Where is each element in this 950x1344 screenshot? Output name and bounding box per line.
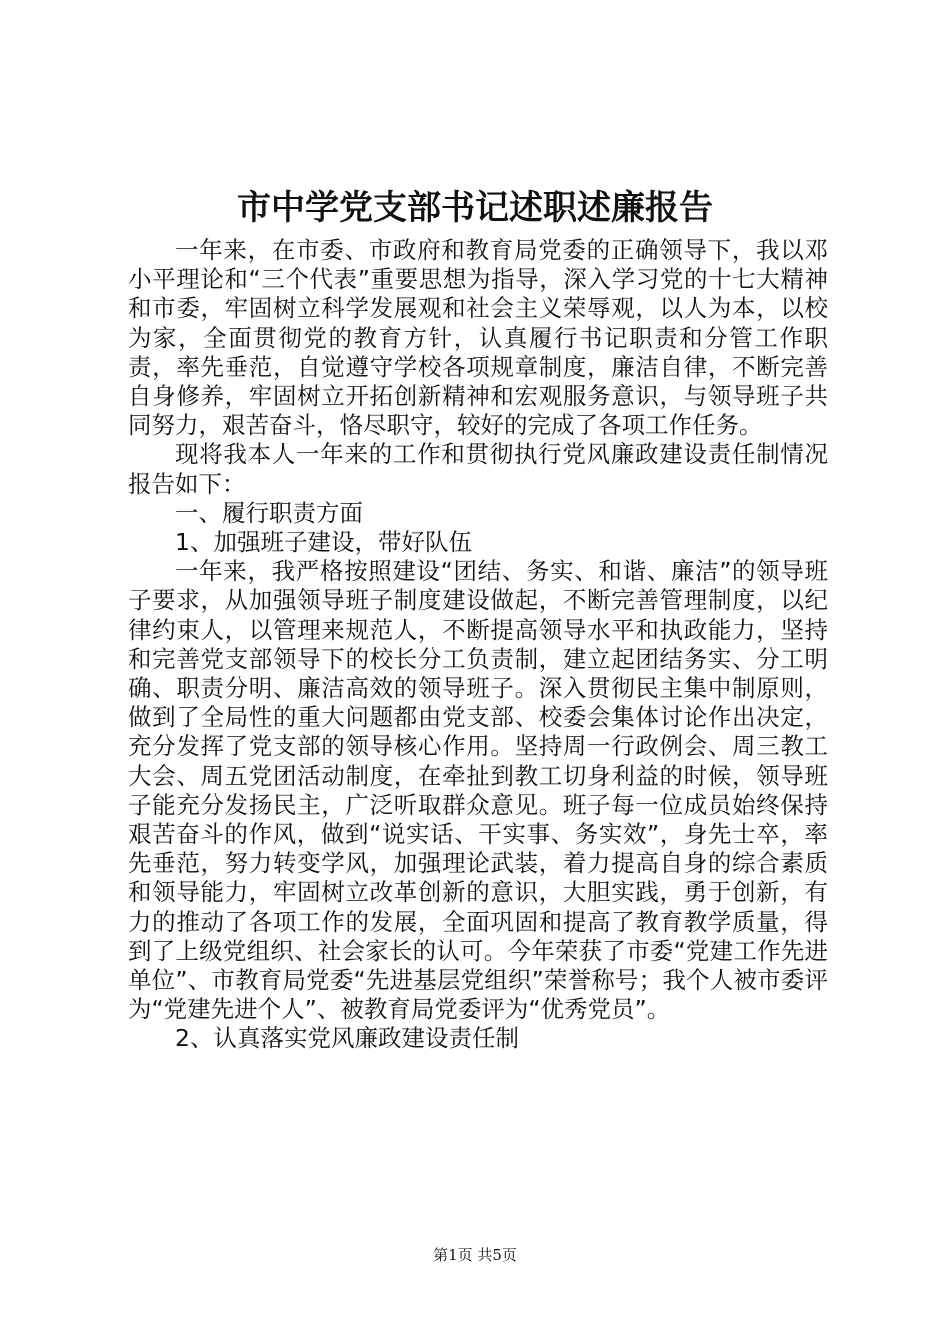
document-title: 市中学党支部书记述职述廉报告 xyxy=(237,188,713,228)
document-body xyxy=(128,236,828,1054)
paragraph-team-building: 一年来，我严格按照建设“团结、务实、和谐、廉洁”的领导班子要求，从加强领导班子制度建设做起，不断完善管理制度，以纪律约束人，以管理来规范人，不断提高领导水平和执政能力，坚持和完善党支部领导下的校长分工负责制，建立起团结务实、分工明确、职责分明、廉洁高效的领导班子。深入贯彻民主集中制原则，做到了全局性的重大问题都由党支部、校委会集体讨论作出决定，充分发挥了党支部的领导核心作用。坚持周一行政例会、周三教工大会、周五党团活动制度，在牵扯到教工切身利益的时候，领导班子能充分发扬民主，广泛听取群众意见。班子每一位成员始终保持艰苦奋斗的作风，做到“说实话、干实事、务实效”，身先士卒，率先垂范，努力转变学风，加强理论武装，着力提高自身的综合素质和领导能力，牢固树立改革创新的意识，大胆实践，勇于创新，有力的推动了各项工作的发展，全面巩固和提高了教育教学质量，得到了上级党组织、社会家长的认可。今年荣获了市委“党建工作先进单位”、市教育局党委“先进基层党组织”荣誉称号；我个人被市委评为“党建先进个人”、被教育局党委评为“优秀党员”。 xyxy=(128,557,828,1024)
section-heading-duties: 一、履行职责方面 xyxy=(175,498,363,527)
subheading-integrity-responsibility: 2、认真落实党风廉政建设责任制 xyxy=(175,1024,519,1053)
paragraph-report-statement: 现将我本人一年来的工作和贯彻执行党风廉政建设责任制情况报告如下： xyxy=(128,440,828,498)
page-footer: 第1页 共5页 xyxy=(433,1246,517,1264)
subheading-team-building: 1、加强班子建设，带好队伍 xyxy=(175,528,472,557)
paragraph-intro: 一年来，在市委、市政府和教育局党委的正确领导下，我以邓小平理论和“三个代表”重要思想为指导，深入学习党的十七大精神和市委，牢固树立科学发展观和社会主义荣辱观，以人为本，以校为家，全面贯彻党的教育方针，认真履行书记职责和分管工作职责，率先垂范，自觉遵守学校各项规章制度，廉洁自律，不断完善自身修养，牢固树立开拓创新精神和宏观服务意识，与领导班子共同努力，艰苦奋斗，恪尽职守，较好的完成了各项工作任务。 xyxy=(128,236,828,440)
